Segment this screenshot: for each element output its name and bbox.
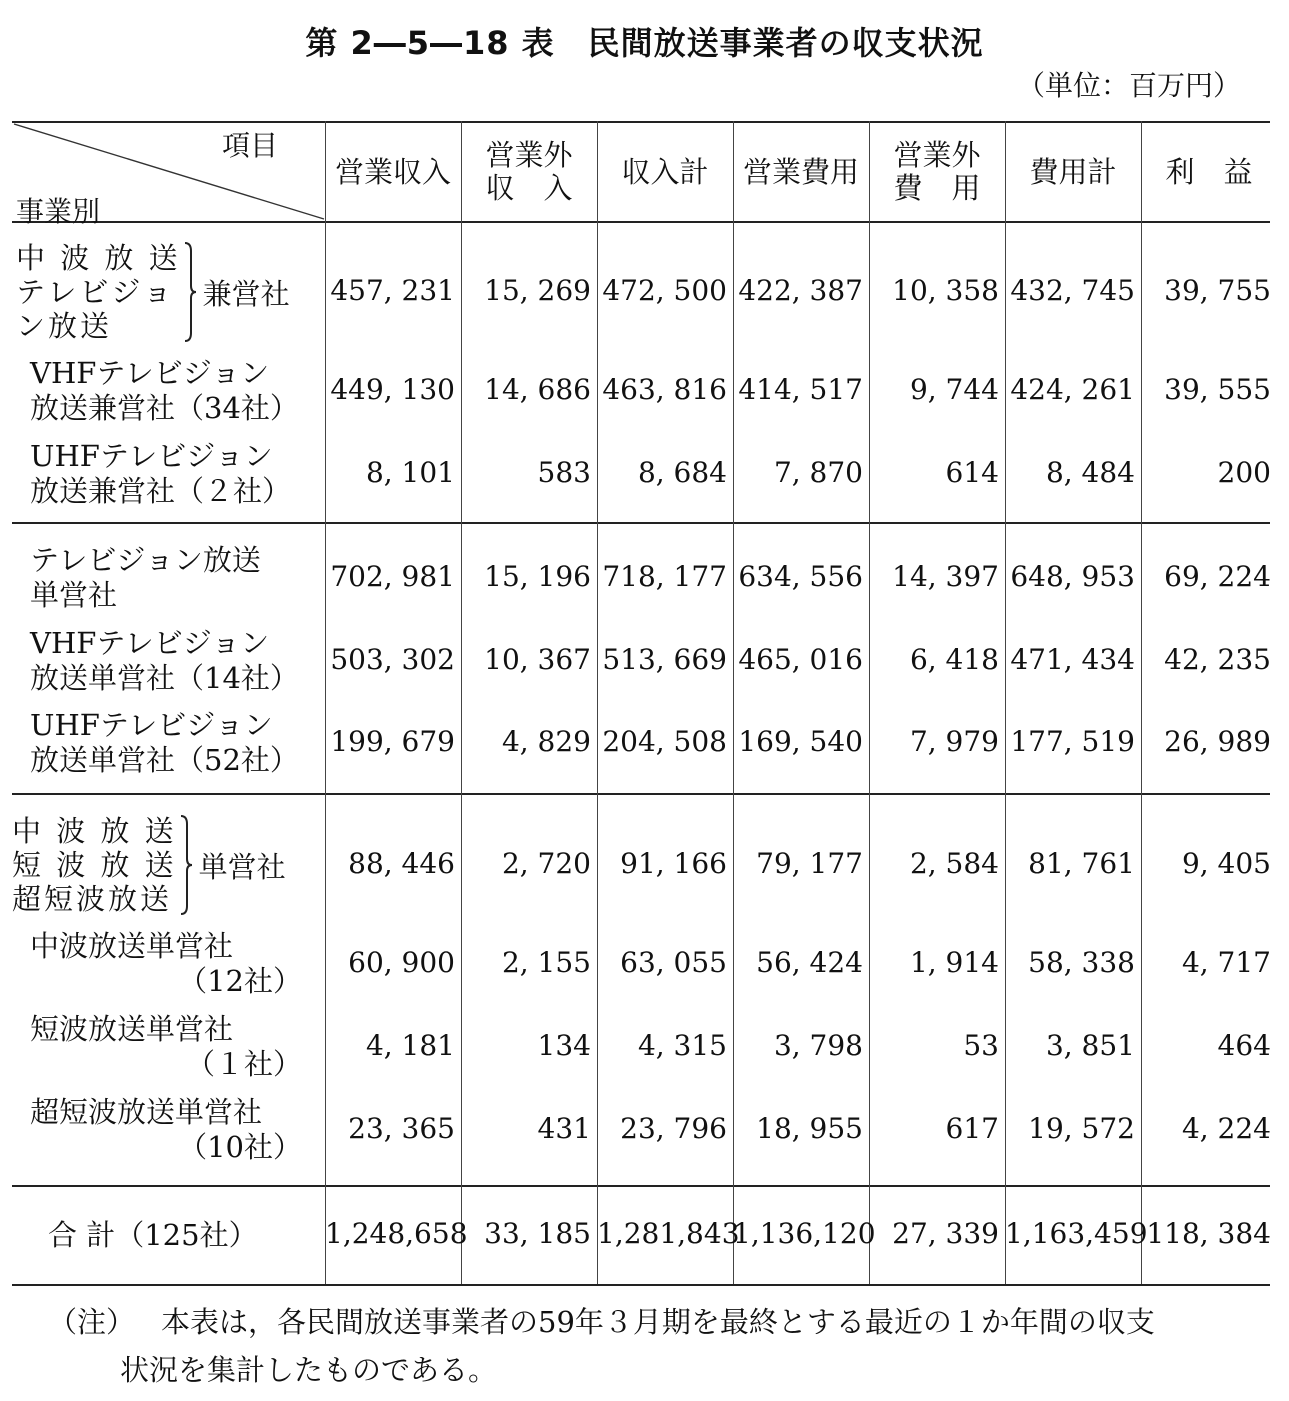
table-cell: 23, 796	[620, 1112, 727, 1145]
row-label	[30, 543, 261, 613]
row-label-line: 放送単営社（52社）	[30, 743, 299, 777]
table-cell: 463, 816	[602, 373, 727, 406]
row-label-line: （12社）	[178, 964, 302, 998]
column-header-line: 営業費用	[742, 154, 859, 189]
table-cell: 432, 745	[1010, 274, 1135, 307]
table-cell: 2, 720	[501, 847, 591, 880]
row-label-line: 超短波放送単営社	[30, 1095, 263, 1129]
table-cell: 79, 177	[756, 847, 863, 880]
row-label	[30, 1012, 302, 1082]
column-header-line: 費用計	[1029, 154, 1117, 189]
row-label-line: 放送兼営社（34社）	[30, 391, 299, 425]
row-label	[30, 1095, 302, 1165]
table-cell: 4, 717	[1181, 946, 1271, 979]
column-header-line: 収入計	[621, 154, 709, 189]
table-cell: 177, 519	[1010, 725, 1135, 758]
table-cell: 617	[945, 1112, 999, 1145]
table-cell: 9, 405	[1181, 847, 1271, 880]
table-cell: 414, 517	[738, 373, 863, 406]
table-cell: 513, 669	[602, 643, 727, 676]
row-label-line: テレビジョン放送	[30, 543, 261, 577]
row-label-line: 単営社	[30, 578, 118, 612]
column-header	[461, 125, 597, 219]
column-header-line: 営業外	[485, 138, 573, 172]
header-item-label: 項目	[222, 129, 279, 162]
table-cell: 19, 572	[1028, 1112, 1135, 1145]
row-label-line: 短波放送単営社	[30, 1012, 234, 1046]
table-cell: 1, 914	[909, 946, 999, 979]
row-label-bracketed	[16, 241, 290, 343]
table-cell: 4, 829	[501, 725, 591, 758]
header-business-label: 事業別	[16, 195, 101, 228]
row-label-line: 放送単営社（14社）	[30, 661, 299, 695]
table-cell: 4, 181	[365, 1029, 455, 1062]
row-label-line: 中 波 放 送	[12, 814, 177, 848]
table-cell: 471, 434	[1010, 643, 1135, 676]
table-cell: 583	[537, 456, 591, 489]
row-label	[48, 1218, 258, 1253]
row-label-line: （１社）	[185, 1047, 302, 1081]
table-cell: 39, 555	[1164, 373, 1271, 406]
row-label-line: 短 波 放 送	[12, 848, 177, 882]
table-cell: 134	[537, 1029, 591, 1062]
table-title: 第 2―5―18 表 民間放送事業者の収支状況	[305, 24, 984, 62]
table-cell: 53	[963, 1029, 999, 1062]
table-cell: 464	[1217, 1029, 1271, 1062]
table-cell: 431	[537, 1112, 591, 1145]
table-cell: 26, 989	[1164, 725, 1271, 758]
table-cell: 614	[945, 456, 999, 489]
table-cell: 718, 177	[602, 560, 727, 593]
table-cell: 2, 155	[501, 946, 591, 979]
footnote	[48, 1298, 1278, 1394]
group-divider-3	[12, 1185, 1270, 1187]
table-cell: 7, 870	[773, 456, 863, 489]
row-label-line: 中 波 放 送	[16, 241, 181, 275]
row-label	[30, 626, 299, 696]
table-cell: 8, 684	[637, 456, 727, 489]
table-cell: 8, 484	[1045, 456, 1135, 489]
row-label-line: 合 計（125社）	[48, 1217, 258, 1252]
table-cell: 199, 679	[330, 725, 455, 758]
table-cell: 15, 269	[484, 274, 591, 307]
table-cell: 81, 761	[1028, 847, 1135, 880]
table-cell: 14, 686	[484, 373, 591, 406]
table-cell: 10, 358	[892, 274, 999, 307]
table-cell: 204, 508	[602, 725, 727, 758]
column-header	[1005, 125, 1141, 219]
row-label	[30, 929, 302, 999]
table-cell: 1,248,658	[325, 1217, 468, 1250]
table-cell: 200	[1217, 456, 1271, 489]
table-cell: 702, 981	[330, 560, 455, 593]
table-cell: 69, 224	[1164, 560, 1271, 593]
table-cell: 60, 900	[348, 946, 455, 979]
table-cell: 634, 556	[738, 560, 863, 593]
row-label	[30, 439, 291, 509]
row-label	[30, 708, 299, 778]
table-cell: 4, 224	[1181, 1112, 1271, 1145]
table-cell: 465, 016	[738, 643, 863, 676]
right-brace-icon	[183, 241, 197, 343]
row-label-line: UHFテレビジョン	[30, 439, 273, 473]
row-label	[30, 356, 299, 426]
row-label-line: VHFテレビジョン	[30, 356, 270, 390]
header-bottom-rule	[12, 221, 1270, 223]
table-cell: 14, 397	[892, 560, 999, 593]
table-cell: 422, 387	[738, 274, 863, 307]
column-header-line: 費 用	[893, 171, 981, 205]
table-cell: 472, 500	[602, 274, 727, 307]
table-cell: 457, 231	[330, 274, 455, 307]
table-bottom-rule	[12, 1284, 1270, 1286]
table-cell: 1,136,120	[733, 1217, 876, 1250]
table-cell: 56, 424	[756, 946, 863, 979]
row-label-line: （10社）	[178, 1130, 302, 1164]
row-label-line: 超短波放送	[12, 882, 173, 916]
column-header-line: 営業外	[893, 138, 981, 172]
footnote-line2: 状況を集計したものである。	[120, 1353, 498, 1387]
row-label-suffix: 単営社	[198, 849, 286, 884]
unit-label: （単位：百万円）	[1016, 69, 1241, 102]
column-header-line: 営業収入	[334, 154, 451, 189]
table-cell: 33, 185	[484, 1217, 591, 1250]
table-cell: 648, 953	[1010, 560, 1135, 593]
row-label-line: UHFテレビジョン	[30, 708, 273, 742]
table-cell: 10, 367	[484, 643, 591, 676]
table-cell: 1,163,459	[1005, 1217, 1148, 1250]
table-cell: 39, 755	[1164, 274, 1271, 307]
table-cell: 3, 798	[773, 1029, 863, 1062]
table-cell: 88, 446	[348, 847, 455, 880]
row-label-bracketed	[12, 814, 286, 916]
row-label-line: VHFテレビジョン	[30, 626, 270, 660]
column-header-line: 収 入	[485, 171, 573, 205]
table-cell: 91, 166	[620, 847, 727, 880]
table-cell: 2, 584	[909, 847, 999, 880]
row-label-line: 中波放送単営社	[30, 929, 234, 963]
table-cell: 9, 744	[909, 373, 999, 406]
table-cell: 424, 261	[1010, 373, 1135, 406]
table-cell: 4, 315	[637, 1029, 727, 1062]
table-cell: 42, 235	[1164, 643, 1271, 676]
table-cell: 18, 955	[756, 1112, 863, 1145]
table-cell: 449, 130	[330, 373, 455, 406]
footnote-prefix: （注）	[48, 1305, 136, 1339]
row-label-line: 放送兼営社（２社）	[30, 474, 292, 508]
table-cell: 63, 055	[620, 946, 727, 979]
table-cell: 27, 339	[892, 1217, 999, 1250]
footnote-line1: 本表は，各民間放送事業者の59年３月期を最終とする最近の１か年間の収支	[161, 1305, 1155, 1339]
row-label-line: テレビジョ	[16, 275, 175, 309]
row-label-suffix: 兼営社	[202, 276, 290, 311]
column-header	[733, 125, 869, 219]
column-header	[869, 125, 1005, 219]
column-header-line: 利 益	[1165, 154, 1253, 189]
column-header	[325, 125, 461, 219]
table-cell: 3, 851	[1045, 1029, 1135, 1062]
group-divider-1	[12, 522, 1270, 524]
group-divider-2	[12, 793, 1270, 795]
table-cell: 503, 302	[330, 643, 455, 676]
table-cell: 118, 384	[1146, 1217, 1271, 1250]
table-cell: 6, 418	[909, 643, 999, 676]
right-brace-icon	[179, 814, 193, 916]
column-header	[1141, 125, 1277, 219]
table-cell: 15, 196	[484, 560, 591, 593]
row-label-line: ン放送	[16, 309, 113, 343]
table-cell: 58, 338	[1028, 946, 1135, 979]
table-cell: 169, 540	[738, 725, 863, 758]
table-cell: 8, 101	[365, 456, 455, 489]
table-cell: 23, 365	[348, 1112, 455, 1145]
table-cell: 1,281,843	[597, 1217, 740, 1250]
table-cell: 7, 979	[909, 725, 999, 758]
column-header	[597, 125, 733, 219]
